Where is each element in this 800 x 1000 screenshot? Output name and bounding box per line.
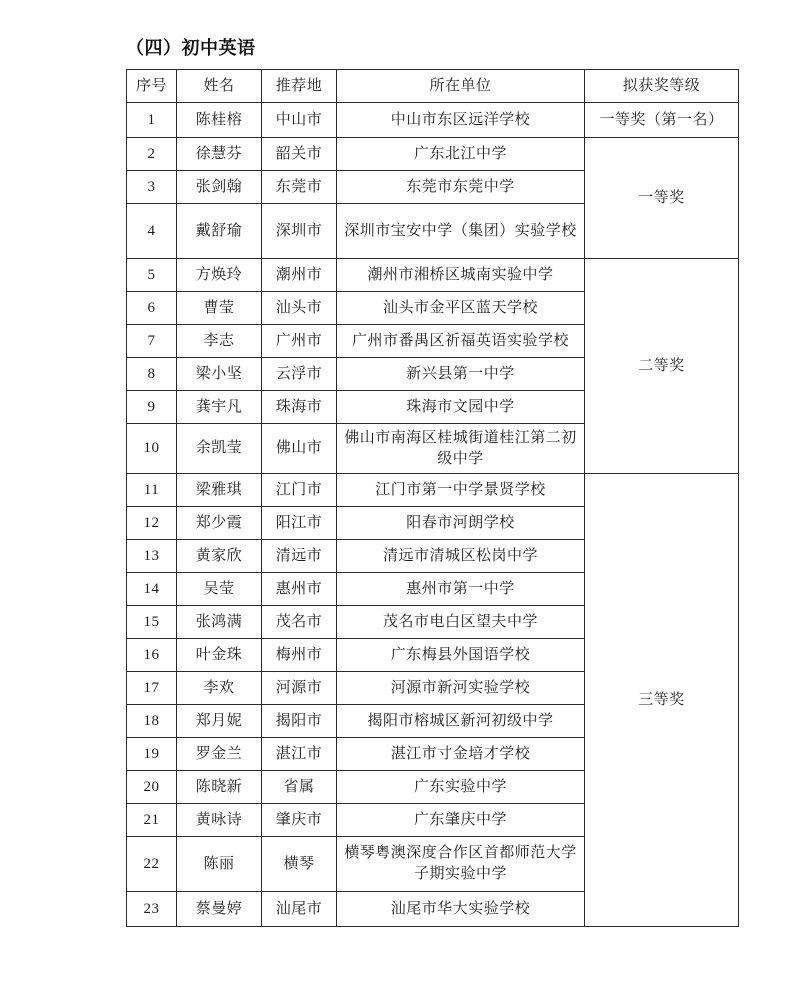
cell-name: 李志: [177, 325, 262, 358]
cell-no: 17: [127, 672, 177, 705]
table-row: [127, 474, 739, 507]
cell-no: 12: [127, 507, 177, 540]
cell-no: 16: [127, 639, 177, 672]
cell-city: 东莞市: [262, 171, 337, 204]
header-row: [127, 70, 739, 103]
cell-name: 黄咏诗: [177, 804, 262, 837]
cell-no: 19: [127, 738, 177, 771]
cell-no: 23: [127, 892, 177, 927]
cell-city: 汕头市: [262, 292, 337, 325]
cell-unit: 东莞市东莞中学: [337, 171, 585, 204]
cell-city: 珠海市: [262, 391, 337, 424]
cell-city: 肇庆市: [262, 804, 337, 837]
cell-no: 9: [127, 391, 177, 424]
column-header-0: 序号: [127, 70, 177, 103]
cell-name: 吴莹: [177, 573, 262, 606]
column-header-2: 推荐地: [262, 70, 337, 103]
cell-unit: 珠海市文园中学: [337, 391, 585, 424]
cell-unit: 横琴粤澳深度合作区首都师范大学子期实验中学: [337, 837, 585, 892]
cell-unit: 广东肇庆中学: [337, 804, 585, 837]
cell-name: 余凯莹: [177, 424, 262, 474]
cell-unit: 阳春市河朗学校: [337, 507, 585, 540]
cell-unit: 佛山市南海区桂城街道桂江第二初级中学: [337, 424, 585, 474]
cell-no: 3: [127, 171, 177, 204]
cell-no: 15: [127, 606, 177, 639]
cell-no: 13: [127, 540, 177, 573]
cell-name: 张鸿满: [177, 606, 262, 639]
cell-city: 清远市: [262, 540, 337, 573]
cell-no: 14: [127, 573, 177, 606]
cell-name: 方焕玲: [177, 259, 262, 292]
cell-name: 龚宇凡: [177, 391, 262, 424]
table-header: [127, 70, 739, 103]
cell-city: 潮州市: [262, 259, 337, 292]
cell-unit: 新兴县第一中学: [337, 358, 585, 391]
cell-unit: 潮州市湘桥区城南实验中学: [337, 259, 585, 292]
cell-name: 梁雅琪: [177, 474, 262, 507]
cell-name: 陈丽: [177, 837, 262, 892]
cell-name: 叶金珠: [177, 639, 262, 672]
cell-city: 韶关市: [262, 138, 337, 171]
cell-name: 张剑翰: [177, 171, 262, 204]
table-row: [127, 103, 739, 138]
cell-name: 李欢: [177, 672, 262, 705]
cell-unit: 河源市新河实验学校: [337, 672, 585, 705]
cell-no: 22: [127, 837, 177, 892]
cell-no: 2: [127, 138, 177, 171]
cell-city: 湛江市: [262, 738, 337, 771]
cell-city: 河源市: [262, 672, 337, 705]
cell-unit: 中山市东区远洋学校: [337, 103, 585, 138]
cell-no: 8: [127, 358, 177, 391]
cell-city: 江门市: [262, 474, 337, 507]
cell-name: 梁小坚: [177, 358, 262, 391]
table-body: [127, 103, 739, 927]
cell-unit: 广东梅县外国语学校: [337, 639, 585, 672]
cell-city: 梅州市: [262, 639, 337, 672]
cell-name: 徐慧芬: [177, 138, 262, 171]
cell-city: 中山市: [262, 103, 337, 138]
cell-unit: 茂名市电白区望夫中学: [337, 606, 585, 639]
cell-name: 黄家欣: [177, 540, 262, 573]
column-header-1: 姓名: [177, 70, 262, 103]
cell-name: 罗金兰: [177, 738, 262, 771]
cell-city: 广州市: [262, 325, 337, 358]
cell-city: 阳江市: [262, 507, 337, 540]
cell-no: 11: [127, 474, 177, 507]
cell-city: 省属: [262, 771, 337, 804]
cell-unit: 广东实验中学: [337, 771, 585, 804]
cell-no: 21: [127, 804, 177, 837]
cell-name: 曹莹: [177, 292, 262, 325]
cell-award: 三等奖: [585, 474, 739, 927]
table-row: [127, 259, 739, 292]
section-title: （四）初中英语: [126, 38, 256, 58]
cell-no: 6: [127, 292, 177, 325]
column-header-3: 所在单位: [337, 70, 585, 103]
cell-award: 一等奖（第一名）: [585, 103, 739, 138]
cell-no: 7: [127, 325, 177, 358]
cell-name: 郑少霞: [177, 507, 262, 540]
cell-unit: 汕尾市华大实验学校: [337, 892, 585, 927]
cell-unit: 惠州市第一中学: [337, 573, 585, 606]
cell-unit: 清远市清城区松岗中学: [337, 540, 585, 573]
column-header-4: 拟获奖等级: [585, 70, 739, 103]
cell-no: 18: [127, 705, 177, 738]
cell-unit: 广东北江中学: [337, 138, 585, 171]
cell-no: 20: [127, 771, 177, 804]
cell-unit: 湛江市寸金培才学校: [337, 738, 585, 771]
table-row: [127, 138, 739, 171]
cell-city: 惠州市: [262, 573, 337, 606]
cell-award: 二等奖: [585, 259, 739, 474]
cell-city: 横琴: [262, 837, 337, 892]
cell-city: 云浮市: [262, 358, 337, 391]
cell-unit: 江门市第一中学景贤学校: [337, 474, 585, 507]
cell-no: 1: [127, 103, 177, 138]
cell-unit: 汕头市金平区蓝天学校: [337, 292, 585, 325]
cell-name: 蔡曼婷: [177, 892, 262, 927]
cell-city: 揭阳市: [262, 705, 337, 738]
cell-no: 4: [127, 204, 177, 259]
cell-city: 茂名市: [262, 606, 337, 639]
award-table: [126, 69, 739, 927]
cell-unit: 揭阳市榕城区新河初级中学: [337, 705, 585, 738]
cell-name: 戴舒瑜: [177, 204, 262, 259]
cell-city: 佛山市: [262, 424, 337, 474]
cell-name: 郑月妮: [177, 705, 262, 738]
cell-no: 5: [127, 259, 177, 292]
cell-unit: 广州市番禺区祈福英语实验学校: [337, 325, 585, 358]
cell-city: 汕尾市: [262, 892, 337, 927]
cell-no: 10: [127, 424, 177, 474]
cell-award: 一等奖: [585, 138, 739, 259]
cell-city: 深圳市: [262, 204, 337, 259]
cell-name: 陈桂榕: [177, 103, 262, 138]
cell-unit: 深圳市宝安中学（集团）实验学校: [337, 204, 585, 259]
cell-name: 陈晓新: [177, 771, 262, 804]
